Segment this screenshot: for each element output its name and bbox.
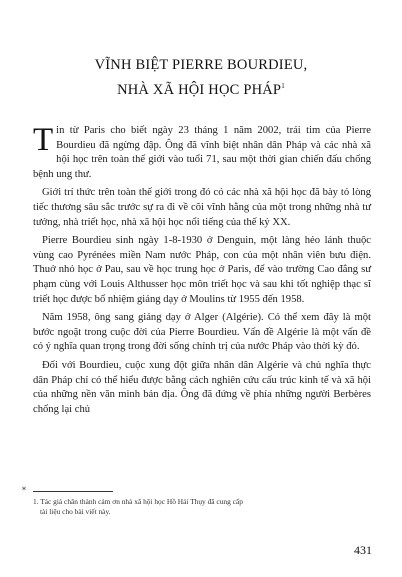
footnote [33, 497, 353, 517]
paragraph-1 [33, 124, 371, 182]
paragraph-5: Đối với Bourdieu, cuộc xung đột giữa nhân dân Algérie và chủ nghĩa thực dân Pháp chỉ có thể hiểu được bằng cách nghiên cứu cấu trúc kinh tế và xã hội của những nền văn minh bản địa. Ông đã đứng về phía những người Berbères chống lại chủ [33, 359, 371, 415]
title-line-2-text: NHÀ XÃ HỘI HỌC PHÁP [117, 81, 282, 98]
drop-cap: T [33, 122, 54, 158]
paragraph-2: Giới trí thức trên toàn thế giới trong đó có các nhà xã hội học đã bày tỏ lòng tiếc thương sâu sắc trước sự ra đi về cõi vĩnh hằng của một trong những nhà tư tưởng, nhà triết học, nhà xã hội học nổi tiếng của thế kỷ XX. [33, 187, 371, 228]
title-line-2 [40, 76, 362, 101]
paragraph-3: Pierre Bourdieu sinh ngày 1-8-1930 ở Denguin, một làng hẻo lánh thuộc vùng cao Pyrénées miền Nam nước Pháp, con của một nhân viên bưu điện. Thuở nhỏ học ở Pau, sau về học trung học ở Paris, để vào trường Cao đẳng sư phạm cùng với Louis Althusser học môn triết học và sau khi tốt nghiệp thạc sĩ triết học được bổ nhiệm giảng dạy ở Moulins từ 1955 đến 1958. [33, 235, 371, 305]
footnote-line-1: 1. Tác giả chân thành cảm ơn nhà xã hội học Hồ Hải Thụy đã cung cấp [33, 497, 243, 506]
page-number: 431 [354, 543, 372, 557]
footnote-line-2: tài liệu cho bài viết này. [40, 507, 111, 516]
paragraph-4: Năm 1958, ông sang giảng dạy ở Alger (Algérie). Có thể xem đây là một bước ngoặt trong cuộc đời của Pierre Bourdieu. Vấn đề Algérie là một vấn đề có ý nghĩa quan trọng trong đời sống chính trị của nước Pháp vào thời kỳ đó. [33, 312, 371, 353]
title-line-1: VĨNH BIỆT PIERRE BOURDIEU, [94, 57, 308, 73]
footnote-reference: 1 [281, 82, 285, 90]
paragraph-1-text: in từ Paris cho biết ngày 23 tháng 1 năm 2002, trái tim của Pierre Bourdieu đã ngừng đập. Ông đã vĩnh biệt nhân dân Pháp và các nhà xã hội học trên toàn thế giới vào tuổi 71, sau một thời gian chiến đấu chống bệnh ung thư. [33, 125, 371, 180]
article-body [33, 124, 371, 421]
article-title [40, 55, 362, 101]
footnote-divider [33, 491, 113, 492]
footnote-mark: * [22, 486, 26, 495]
